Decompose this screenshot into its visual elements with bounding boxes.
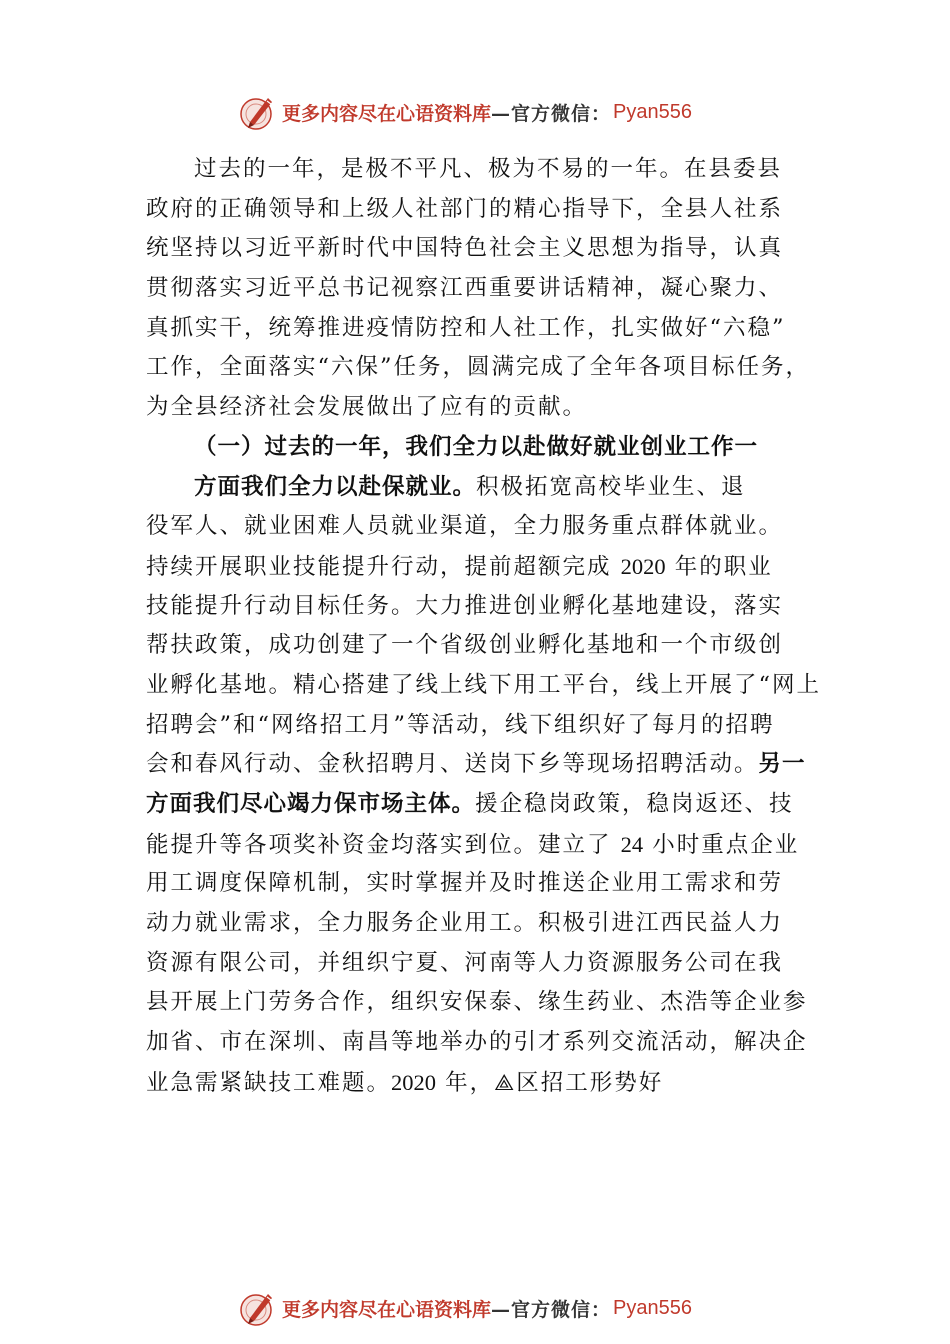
body-text: 年的职业 [665, 553, 773, 580]
body-line: 工作，全面落实“六保”任务，圆满完成了全年各项目标任务， [146, 354, 811, 381]
watermark-banner-bottom [238, 1286, 692, 1330]
body-line: 加省、市在深圳、南昌等地举办的引才系列交流活动，解决企 [146, 1029, 808, 1056]
body-line: 资源有限公司，并组织宁夏、河南等人力资源服务公司在我 [146, 949, 784, 976]
body-line: 招聘会”和“网络招工月”等活动，线下组织好了每月的招聘 [146, 711, 775, 738]
body-line [146, 825, 836, 865]
watermark-red-text: 更多内容尽在心语资料库 [282, 1298, 492, 1321]
body-line: 为全县经济社会发展做出了应有的贡献。 [146, 394, 588, 421]
hour-number: 24 [620, 831, 644, 857]
body-text: 援企稳岗政策，稳岗返还、技 [475, 791, 794, 817]
watermark-banner-top [238, 90, 692, 134]
body-text: 能提升等各项奖补资金均落实到位。建立了 [146, 831, 621, 858]
body-line: 役军人、就业困难人员就业渠道，全力服务重点群体就业。 [146, 513, 784, 540]
bold-lead: 方面我们全力以赴保就业。 [194, 473, 477, 500]
bold-lead: 另一 [758, 751, 806, 778]
body-line: 过去的一年，是极不平凡、极为不易的一年。在县委县 [194, 156, 783, 182]
pen-nib-logo-icon [238, 92, 278, 132]
body-line: 政府的正确领导和上级人社部门的精心指导下，全县人社系 [146, 195, 784, 222]
body-text: 会和春风行动、金秋招聘月、送岗下乡等现场招聘活动。 [146, 751, 759, 778]
watermark-red-text: 更多内容尽在心语资料库 [282, 102, 492, 125]
body-line [146, 468, 836, 508]
document-body [146, 150, 836, 1103]
body-line: 贯彻落实习近平总书记视察江西重要讲话精神，凝心聚力、 [146, 275, 784, 302]
watermark-dark-text: —官方微信： [491, 102, 612, 125]
body-text: 小时重点企业 [643, 831, 800, 858]
year-number: 2020 [391, 1069, 437, 1095]
body-line: 县开展上门劳务合作，组织安保泰、缘生药业、杰浩等企业参 [146, 989, 808, 1016]
body-line: 真抓实干，统筹推进疫情防控和人社工作，扎实做好“六稳” [146, 314, 786, 341]
body-line: 统坚持以习近平新时代中国特色社会主义思想为指导，认真 [146, 235, 784, 262]
body-line [146, 547, 836, 587]
body-text: 年， [436, 1069, 495, 1096]
bold-lead: 方面我们尽心竭力保市场主体。 [146, 791, 476, 817]
body-line [146, 1063, 836, 1103]
watermark-wechat-id: Pyan556 [613, 1296, 692, 1319]
watermark-wechat-id: Pyan556 [613, 100, 692, 123]
watermark-dark-text: —官方微信： [491, 1298, 612, 1321]
body-line: 用工调度保障机制，实时掌握并及时推送企业用工需求和劳 [146, 870, 784, 897]
year-number: 2020 [620, 553, 666, 579]
body-text: 区招工形势好 [516, 1069, 664, 1096]
body-line: 技能提升行动目标任务。大力推进创业孵化基地建设，落实 [146, 592, 784, 619]
body-line [146, 785, 836, 825]
body-line [146, 745, 836, 785]
body-line: 帮扶政策，成功创建了一个省级创业孵化基地和一个市级创 [146, 632, 784, 659]
body-text: 业急需紧缺技工难题。 [146, 1069, 392, 1096]
section-heading: （一）过去的一年，我们全力以赴做好就业创业工作一 [194, 433, 759, 460]
body-line: 业孵化基地。精心搭建了线上线下用工平台，线上开展了“网上 [146, 671, 822, 698]
pen-nib-logo-icon [238, 1288, 278, 1328]
body-line: 动力就业需求，全力服务企业用工。积极引进江西民益人力 [146, 910, 784, 937]
garbled-glyph: ⟁ [494, 1069, 517, 1096]
body-text: 持续开展职业技能提升行动，提前超额完成 [146, 553, 621, 580]
body-text: 积极拓宽高校毕业生、退 [476, 473, 746, 500]
